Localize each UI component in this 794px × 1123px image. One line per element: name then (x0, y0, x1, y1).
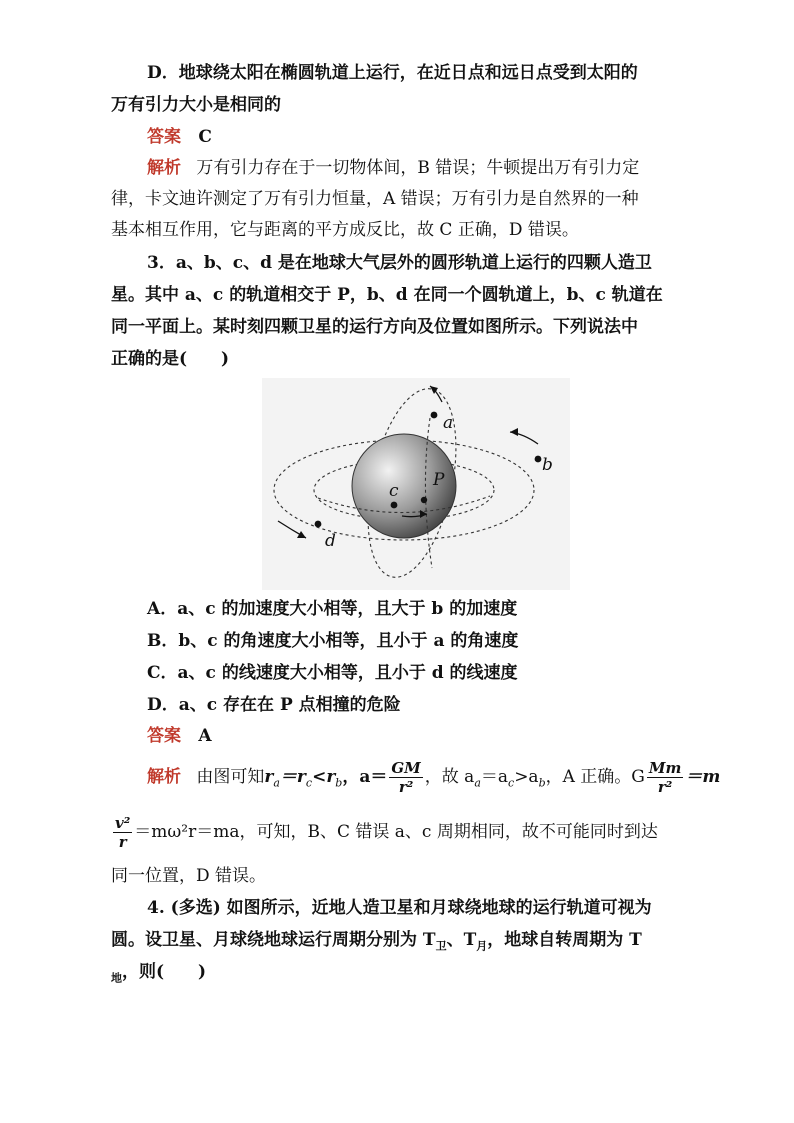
satellite-d (315, 521, 322, 528)
q2-option-d-line2: 万有引力大小是相同的 (111, 95, 281, 115)
sub-di: 地 (111, 971, 122, 985)
satellite-c (391, 502, 398, 509)
analysis-text: ＝mω²r＝ma，可知，B、C 错误 a、c 周期相同，故不可能同时到达 (134, 822, 658, 842)
sub-yue: 月 (476, 939, 488, 953)
q3-analysis-line3: 同一位置，D 错误。 (111, 866, 267, 886)
text-hence: ，故 a (424, 767, 475, 787)
answer-value: A (198, 726, 212, 746)
fraction-mm-r2: $\frac{Mm}{\text{r²}}$ (648, 759, 682, 796)
satellite-orbit-figure (262, 378, 570, 590)
sub-a: a (273, 776, 280, 790)
q3-stem-line1: 3．a、b、c、d 是在地球大气层外的圆形轨道上运行的四颗人造卫 (147, 253, 652, 273)
q3-stem-line4: 正确的是( ) (111, 349, 230, 369)
analysis-label: 解析 (147, 158, 181, 178)
text-a-correct: ，A 正确。G (545, 767, 645, 787)
q4-stem-ze: ，则( ) (122, 962, 207, 982)
label-b: b (542, 455, 553, 475)
q3-analysis-line2 (111, 812, 658, 852)
q4-stem-line3 (111, 960, 206, 990)
q2-option-d-line1: D．地球绕太阳在椭圆轨道上运行，在近日点和远日点受到太阳的 (147, 63, 638, 83)
q4-stem-text-t: 、T (446, 930, 477, 950)
q3-answer (147, 724, 212, 748)
label-d: d (325, 531, 336, 551)
label-p: P (433, 470, 445, 490)
var-a-eq: ，a＝ (342, 767, 388, 787)
q2-analysis-line2: 律，卡文迪许测定了万有引力恒量，A 错误；万有引力是自然界的一种 (111, 189, 639, 209)
q4-stem-line2 (111, 928, 642, 958)
q3-analysis-line1 (147, 757, 720, 803)
var-eq-r: ＝r (279, 767, 306, 787)
analysis-text: 万有引力存在于一切物体间，B 错误；牛顿提出万有引力定 (196, 158, 640, 178)
q4-stem-text-rest: ，地球自转周期为 T (487, 930, 642, 950)
analysis-label: 解析 (147, 767, 181, 787)
q4-stem-text: 圆。设卫星、月球绕地球运行周期分别为 T (111, 930, 436, 950)
point-p (421, 497, 427, 503)
q4-stem-line1: 4. (多选) 如图所示，近地人造卫星和月球绕地球的运行轨道可视为 (147, 898, 652, 918)
sub-b: b (335, 776, 343, 790)
q2-answer (147, 125, 212, 149)
text-eq-a: ＝a (480, 767, 509, 787)
q2-analysis-line1 (147, 156, 639, 180)
analysis-text: 由图可知 (196, 767, 265, 787)
label-a: a (443, 413, 454, 433)
label-c: c (389, 481, 399, 501)
sub-c2: c (508, 776, 515, 790)
var-lt-r: <r (312, 767, 336, 787)
sub-wei: 卫 (435, 939, 447, 953)
text-gt-a: >a (514, 767, 539, 787)
q2-analysis-line3: 基本相互作用，它与距离的平方成反比，故 C 正确，D 错误。 (111, 220, 579, 240)
q3-option-a: A．a、c 的加速度大小相等，且大于 b 的加速度 (147, 599, 518, 619)
sub-a2: a (474, 776, 481, 790)
satellite-a (431, 412, 438, 419)
sub-c: c (305, 776, 313, 790)
text-eq-m: ＝m (685, 767, 721, 787)
satellite-b (535, 456, 542, 463)
q3-stem-line3: 同一平面上。某时刻四颗卫星的运行方向及位置如图所示。下列说法中 (111, 317, 638, 337)
fraction-gm-r2: $\frac{GM}{\text{r²}}$ (391, 759, 421, 796)
answer-label: 答案 (147, 726, 181, 746)
answer-value: C (198, 127, 212, 147)
sub-b2: b (538, 776, 546, 790)
q3-option-c: C．a、c 的线速度大小相等，且小于 d 的线速度 (147, 663, 518, 683)
fraction-v2-r: $\frac{\text{v²}}{r}$ (115, 814, 131, 851)
var-r: r (264, 767, 274, 787)
q3-option-b: B．b、c 的角速度大小相等，且小于 a 的角速度 (147, 631, 519, 651)
answer-label: 答案 (147, 127, 181, 147)
q3-stem-line2: 星。其中 a、c 的轨道相交于 P，b、d 在同一个圆轨道上，b、c 轨道在 (111, 285, 663, 305)
q3-option-d: D．a、c 存在在 P 点相撞的危险 (147, 695, 401, 715)
